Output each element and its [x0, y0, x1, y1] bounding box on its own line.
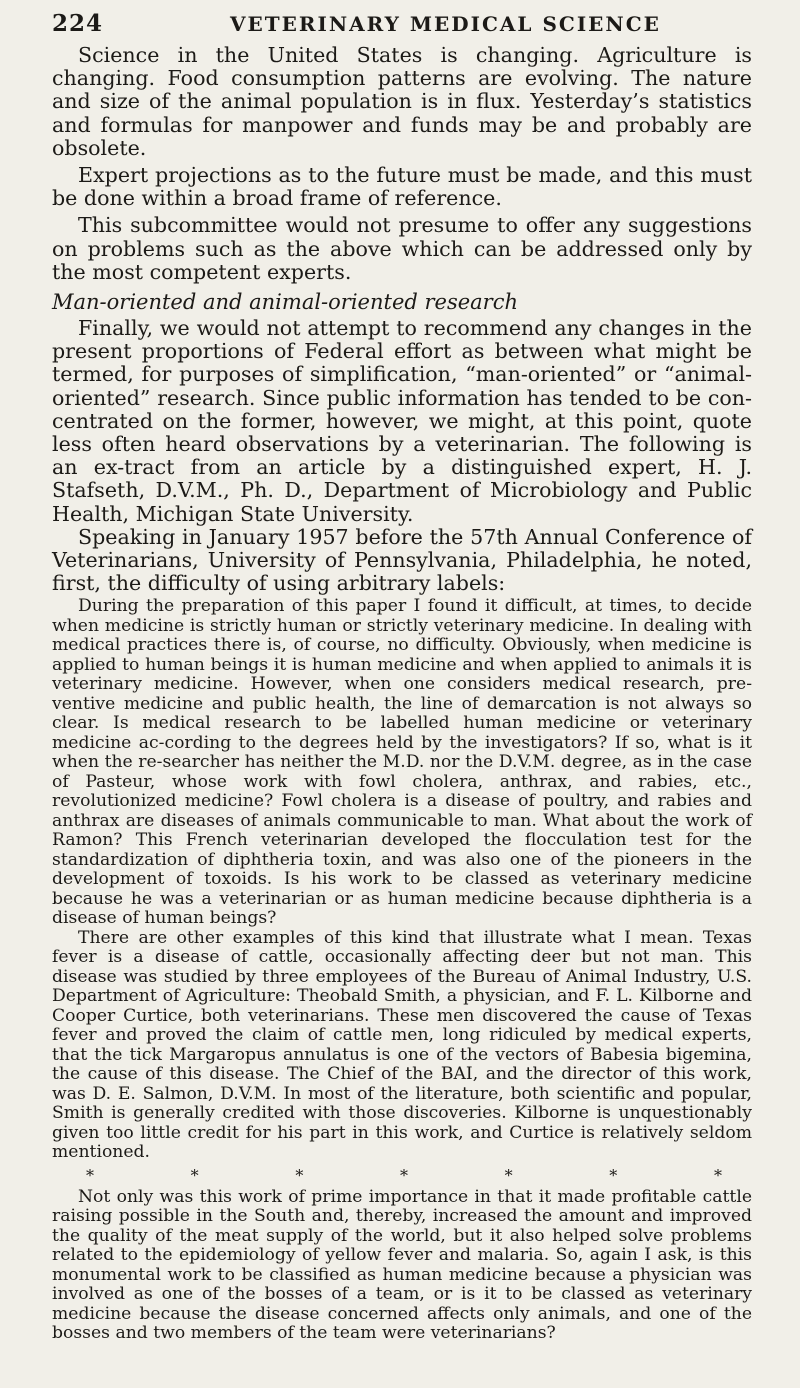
quoted-paragraph: During the preparation of this paper I found it difficult, at times, to decide when medicine is strictly human or strictly veterinary medicine. In dealing with medical practices there is, of course, no difficulty. Obviously, when medicine is applied to human beings it is human medicine and when applied to animals it is veterinary medicine. However, when one considers medical research, pre-ventive medicine and public health, the line of demarcation is not always so clear. Is medical research to be labelled human medicine or veterinary medicine ac-cording to the degrees held by the investigators? If so, what is it when the re-searcher has neither the M.D. nor the D.V.M. degree, as in the case of Pasteur, whose work with fowl cholera, anthrax, and rabies, etc., revolutionized medicine? Fowl cholera is a disease of poultry, and rabies and anthrax are diseases of animals communicable to man. What about the work of Ramon? This French veterinarian developed the flocculation test for the standardization of diphtheria toxin, and was also one of the pioneers in the development of toxoids. Is his work to be classed as veterinary medicine because he was a veterinarian or as human medicine because diphtheria is a disease of human beings? — [52, 596, 752, 929]
running-head — [52, 10, 752, 40]
intro-section — [52, 44, 752, 284]
asterisk-separator — [52, 1166, 752, 1186]
section-body — [52, 317, 752, 595]
paragraph: Science in the United States is changing. Agriculture is changing. Food consumption patterns are evolving. The nature and size of the animal population is in flux. Yesterday’s statistics and formulas for manpower and funds may be and probably are obsolete. — [52, 43, 752, 160]
paragraph: Expert projections as to the future must be made, and this must be done within a broad frame of reference. — [52, 163, 752, 211]
asterisk: * — [713, 1165, 722, 1185]
page-number: 224 — [52, 10, 104, 37]
paragraph: This subcommittee would not presume to offer any suggestions on problems such as the above which can be addressed only by the most competent experts. — [52, 213, 752, 284]
paragraph: Speaking in January 1957 before the 57th Annual Conference of Veterinarians, University of Pennsylvania, Philadelphia, he noted, first, the difficulty of using arbitrary labels: — [52, 524, 752, 596]
asterisk: * — [399, 1165, 408, 1185]
quoted-paragraph: Not only was this work of prime importance in that it made profitable cattle raising possible in the South and, thereby, increased the amount and improved the quality of the meat supply of the world, but it also helped solve problems related to the epidemiology of yellow fever and malaria. So, again I ask, is this monumental work to be classified as human medicine because a physician was involved as one of the bosses of a team, or is it to be classed as veterinary medicine because the disease concerned affects only animals, and one of the bosses and two members of the team were veterinarians? — [52, 1186, 752, 1344]
quoted-paragraph: There are other examples of this kind that illustrate what I mean. Texas fever is a disease of cattle, occasionally affecting deer but not man. This disease was studied by three employees of the Bureau of Animal Industry, U.S. Department of Agriculture: Theobald Smith, a physician, and F. L. Kilborne and Cooper Curtice, both veterinarians. These men discovered the cause of Texas fever and proved the claim of cattle men, long ridiculed by medical experts, that the tick Margaropus annulatus is one of the vectors of Babesia bigemina, the cause of this disease. The Chief of the BAI, and the director of this work, was D. E. Salmon, D.V.M. In most of the literature, both scientific and popular, Smith is generally credited with those discoveries. Kilborne is unquestionably given too little credit for his part in this work, and Curtice is relatively seldom mentioned. — [52, 927, 752, 1163]
asterisk: * — [295, 1165, 304, 1185]
block-quotation — [52, 597, 752, 1163]
running-head-title: VETERINARY MEDICAL SCIENCE — [230, 12, 661, 36]
section-heading: Man-oriented and animal-oriented research — [52, 290, 518, 315]
asterisk: * — [609, 1165, 618, 1185]
asterisk: * — [86, 1165, 94, 1185]
paragraph: Finally, we would not attempt to recommend any changes in the present proportions of Federal effort as between what might be termed, for purposes of simplification, “man-oriented” or “animal-oriented” research. Since public information has tended to be con-centrated on the former, however, we might, at this point, quote less often heard observations by a veterinarian. The following is an ex-tract from an article by a distinguished expert, H. J. Stafseth, D.V.M., Ph. D., Department of Microbiology and Public Health, Michigan State University. — [52, 316, 752, 526]
asterisk: * — [504, 1165, 513, 1185]
block-quotation-continued — [52, 1188, 752, 1344]
asterisk: * — [190, 1165, 199, 1185]
